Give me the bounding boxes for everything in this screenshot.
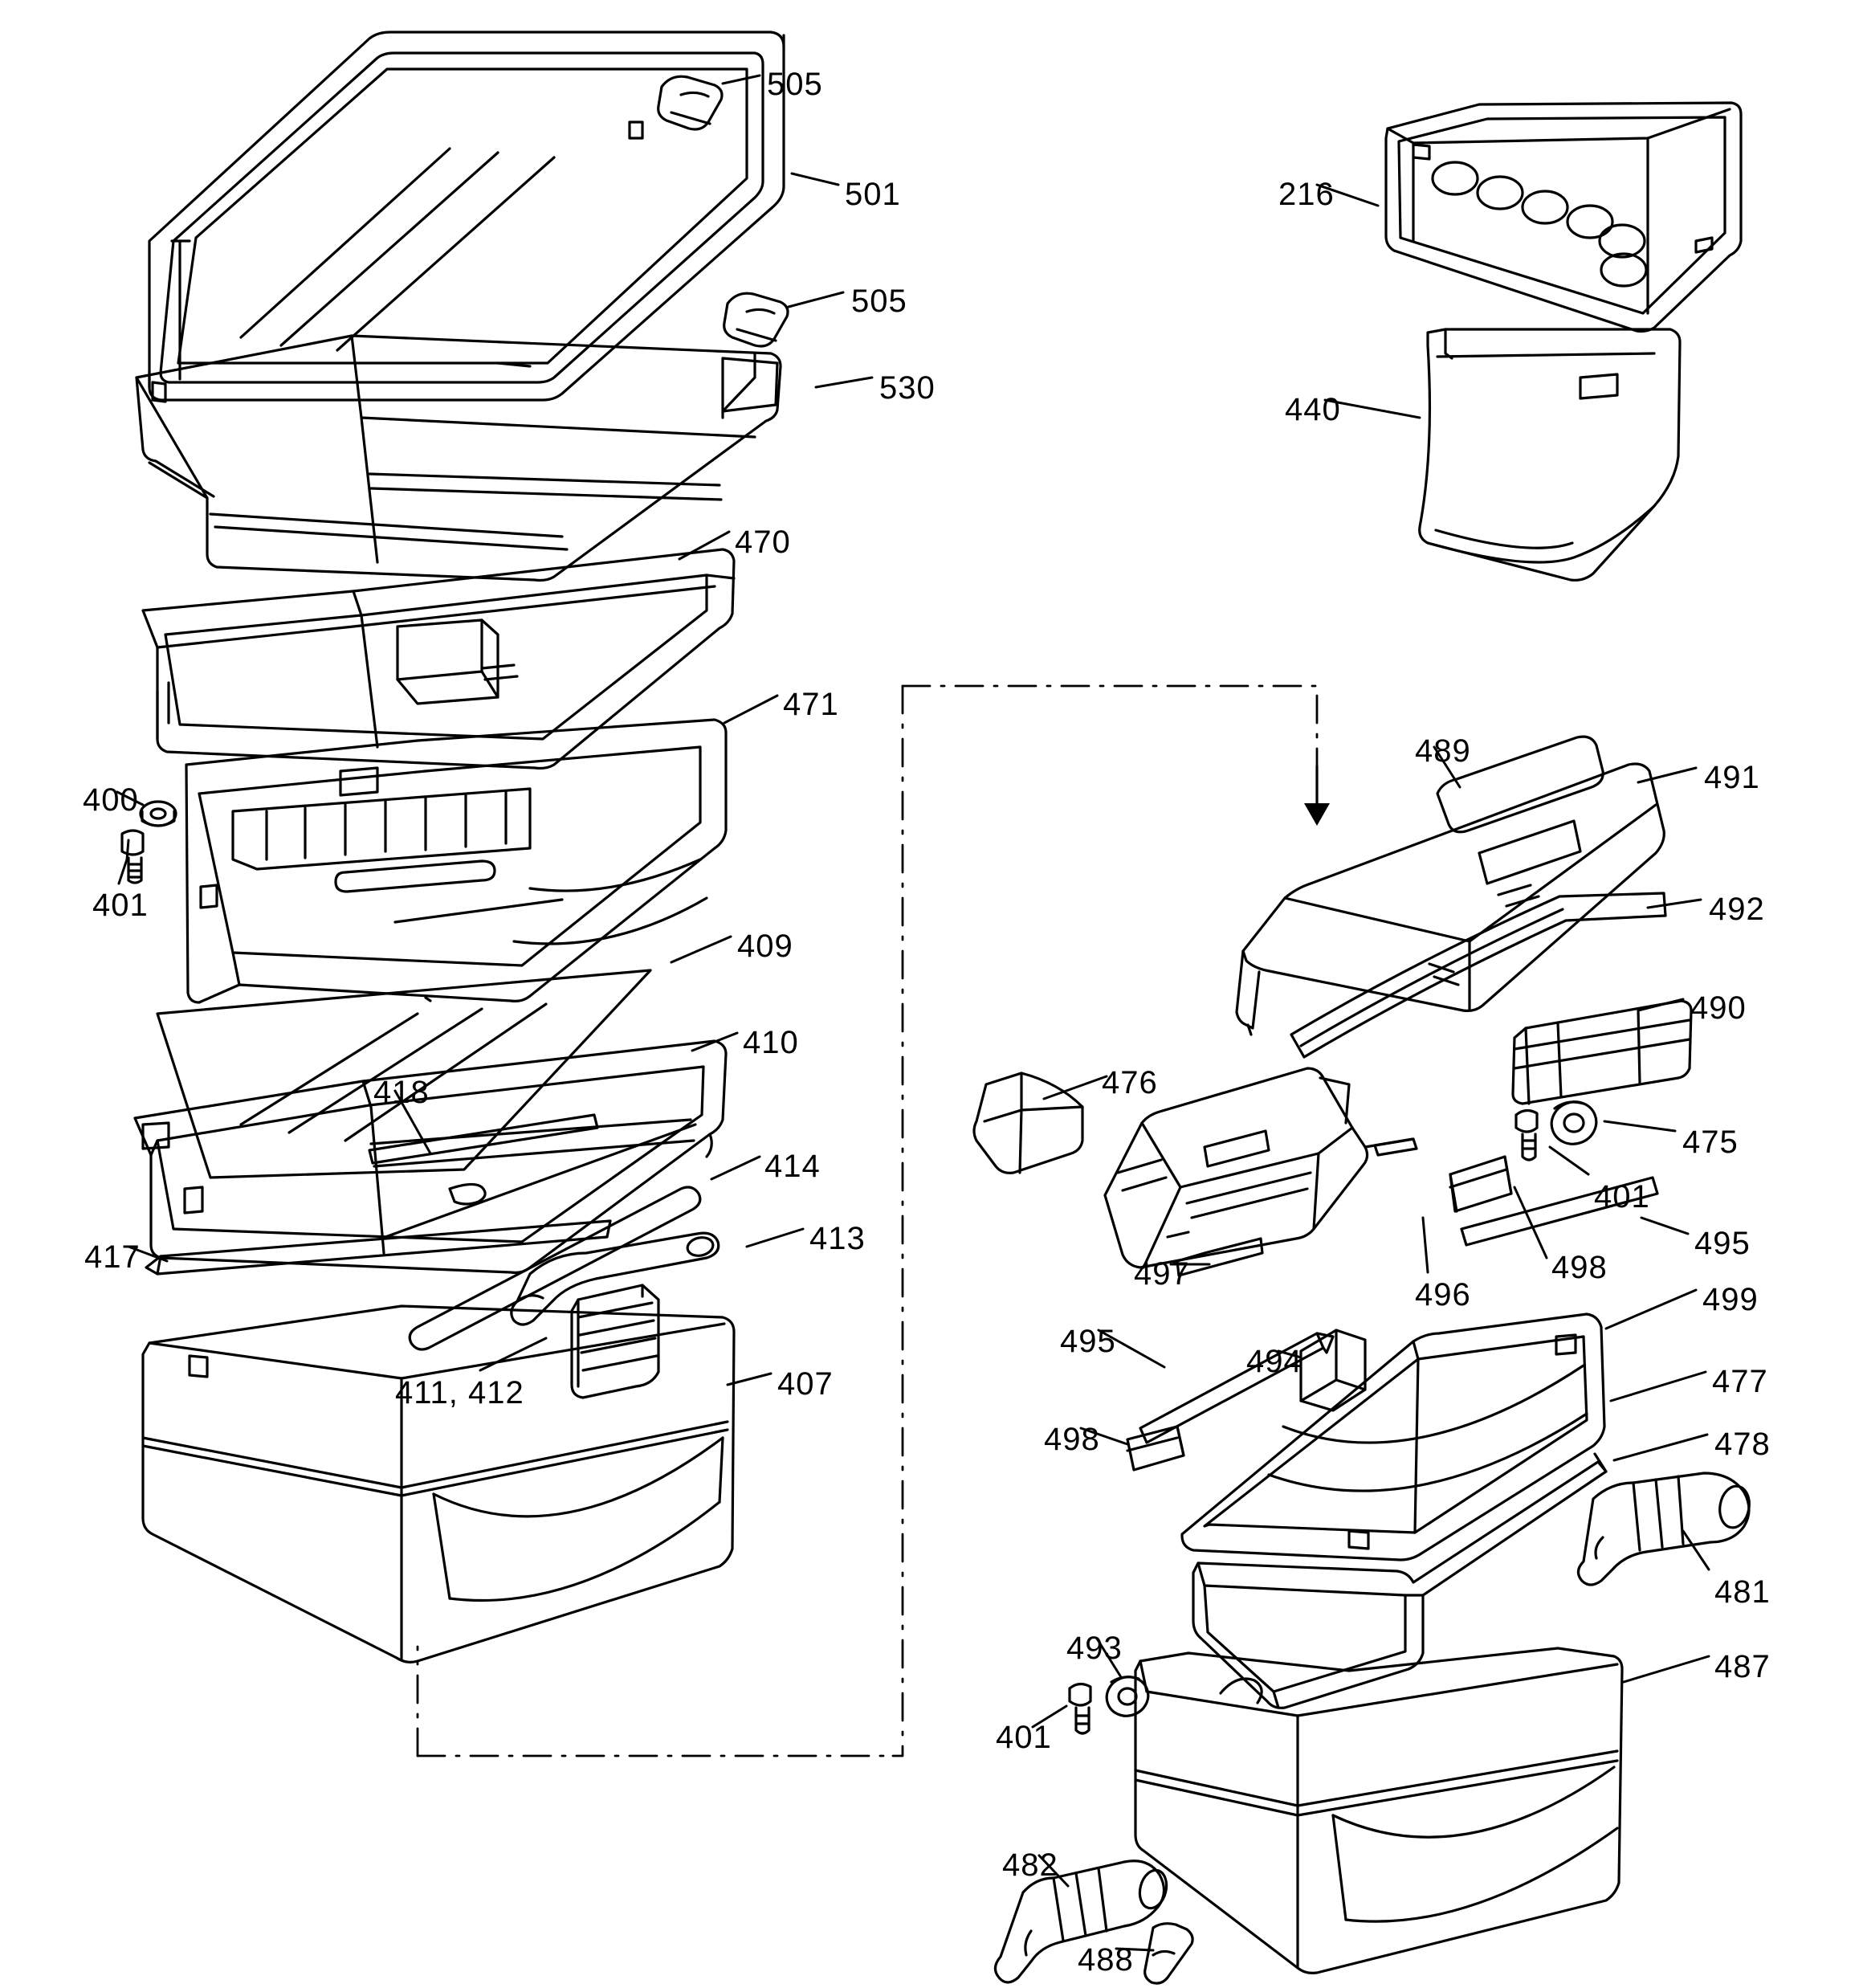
callout-471: 471 [783, 687, 839, 722]
callout-481: 481 [1714, 1574, 1771, 1610]
callout-496: 496 [1415, 1277, 1471, 1312]
callout-401: 401 [996, 1720, 1052, 1755]
callout-411--412: 411, 412 [395, 1375, 524, 1410]
callout-491: 491 [1704, 760, 1760, 795]
callout-414: 414 [764, 1149, 821, 1184]
callout-407: 407 [777, 1366, 834, 1402]
callout-498: 498 [1044, 1422, 1100, 1457]
callout-482: 482 [1002, 1847, 1058, 1883]
callout-401: 401 [1594, 1179, 1650, 1214]
callout-488: 488 [1078, 1942, 1134, 1978]
callout-505: 505 [767, 67, 823, 102]
callout-494: 494 [1246, 1344, 1302, 1379]
callout-413: 413 [809, 1221, 866, 1256]
callout-487: 487 [1714, 1649, 1771, 1684]
callout-410: 410 [743, 1025, 799, 1060]
callout-418: 418 [373, 1075, 430, 1110]
callout-440: 440 [1285, 392, 1341, 427]
callout-476: 476 [1102, 1065, 1158, 1100]
callout-497: 497 [1134, 1256, 1190, 1292]
callout-501: 501 [845, 177, 901, 212]
callout-409: 409 [737, 929, 793, 964]
callout-489: 489 [1415, 733, 1471, 769]
callout-477: 477 [1712, 1364, 1768, 1399]
callout-478: 478 [1714, 1427, 1771, 1462]
callout-470: 470 [735, 525, 791, 560]
callout-505: 505 [851, 284, 907, 319]
callout-495: 495 [1060, 1324, 1116, 1359]
callout-492: 492 [1709, 892, 1765, 927]
callout-490: 490 [1690, 990, 1747, 1026]
callout-499: 499 [1702, 1282, 1759, 1317]
callout-401: 401 [92, 888, 149, 923]
callout-417: 417 [84, 1239, 141, 1275]
callout-216: 216 [1278, 177, 1335, 212]
callout-495: 495 [1694, 1226, 1751, 1261]
callout-493: 493 [1066, 1631, 1123, 1666]
callout-498: 498 [1551, 1250, 1608, 1285]
callout-475: 475 [1682, 1125, 1739, 1160]
callout-400: 400 [83, 782, 139, 818]
callout-530: 530 [879, 370, 936, 406]
